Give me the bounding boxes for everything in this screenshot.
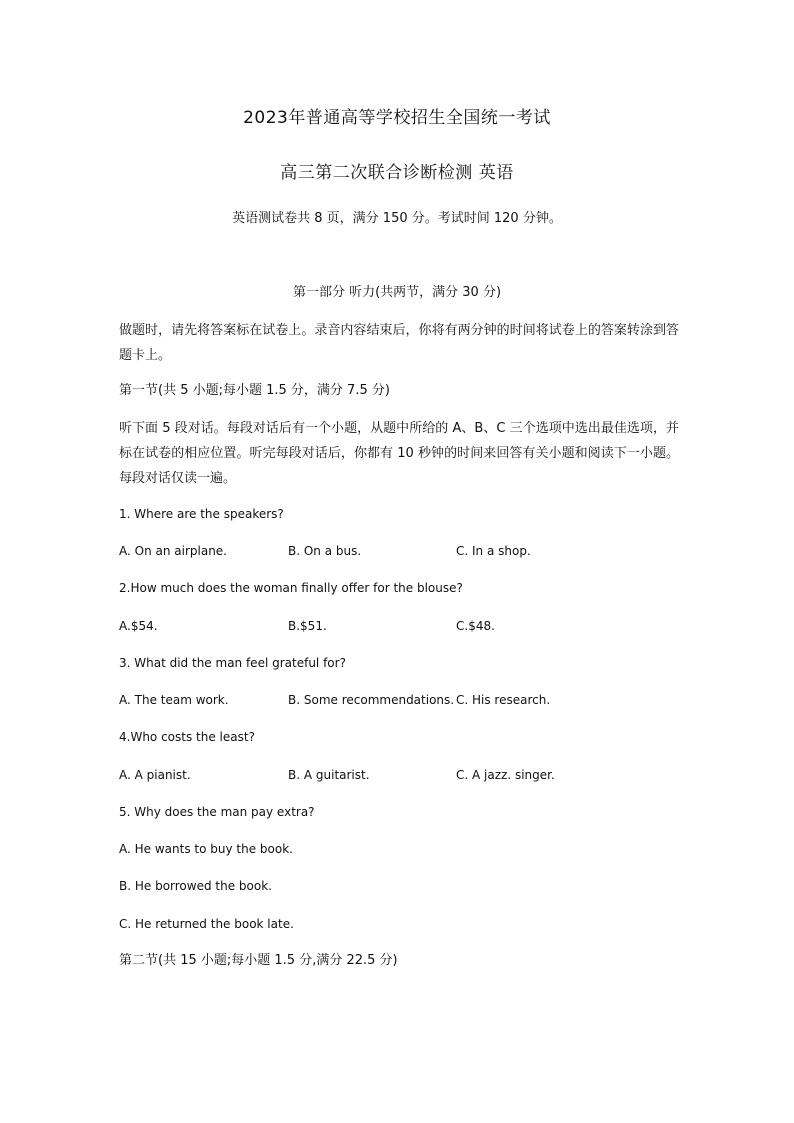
question-2-option-c: C.$48. xyxy=(456,619,495,633)
exam-title: 2023年普通高等学校招生全国统一考试 xyxy=(243,108,551,128)
question-1-option-c: C. In a shop. xyxy=(456,544,531,558)
question-1-option-a: A. On an airplane. xyxy=(119,544,227,558)
exam-info: 英语测试卷共 8 页，满分 150 分。考试时间 120 分钟。 xyxy=(232,211,562,226)
question-1-option-b: B. On a bus. xyxy=(288,544,362,558)
question-4-stem: 4.Who costs the least? xyxy=(119,730,255,744)
question-4-option-b: B. A guitarist. xyxy=(288,768,370,782)
question-5-stem: 5. Why does the man pay extra? xyxy=(119,805,315,819)
question-1-stem: 1. Where are the speakers? xyxy=(119,507,284,521)
question-5-option-b: B. He borrowed the book. xyxy=(119,879,272,893)
question-3-option-c: C. His research. xyxy=(456,693,551,707)
exam-subtitle: 高三第二次联合诊断检测 英语 xyxy=(280,163,514,183)
question-5-option-a: A. He wants to buy the book. xyxy=(119,842,293,856)
question-4-option-a: A. A pianist. xyxy=(119,768,191,782)
question-3-option-b: B. Some recommendations. xyxy=(288,693,455,707)
question-4-option-c: C. A jazz. singer. xyxy=(456,768,555,782)
section1-instruction: 听下面 5 段对话。每段对话后有一个小题，从题中所给的 A、B、C 三个选项中选出最佳选项，并标在试卷的相应位置。听完每段对话后，你都有 10 秒钟的时间来回答有关小题和阅读下一小题。每段对话仅读一遍。 xyxy=(119,421,679,486)
question-3-option-a: A. The team work. xyxy=(119,693,229,707)
part1-instruction: 做题时，请先将答案标在试卷上。录音内容结束后，你将有两分钟的时间将试卷上的答案转涂到答题卡上。 xyxy=(119,323,679,363)
section2-heading: 第二节(共 15 小题;每小题 1.5 分,满分 22.5 分) xyxy=(119,953,398,968)
question-5-option-c: C. He returned the book late. xyxy=(119,917,294,931)
question-2-stem: 2.How much does the woman finally offer for the blouse? xyxy=(119,581,463,595)
section1-heading: 第一节(共 5 小题;每小题 1.5 分，满分 7.5 分) xyxy=(119,383,390,398)
part1-heading: 第一部分 听力(共两节，满分 30 分) xyxy=(292,285,502,300)
question-2-option-b: B.$51. xyxy=(288,619,327,633)
question-2-option-a: A.$54. xyxy=(119,619,158,633)
question-3-stem: 3. What did the man feel grateful for? xyxy=(119,656,346,670)
